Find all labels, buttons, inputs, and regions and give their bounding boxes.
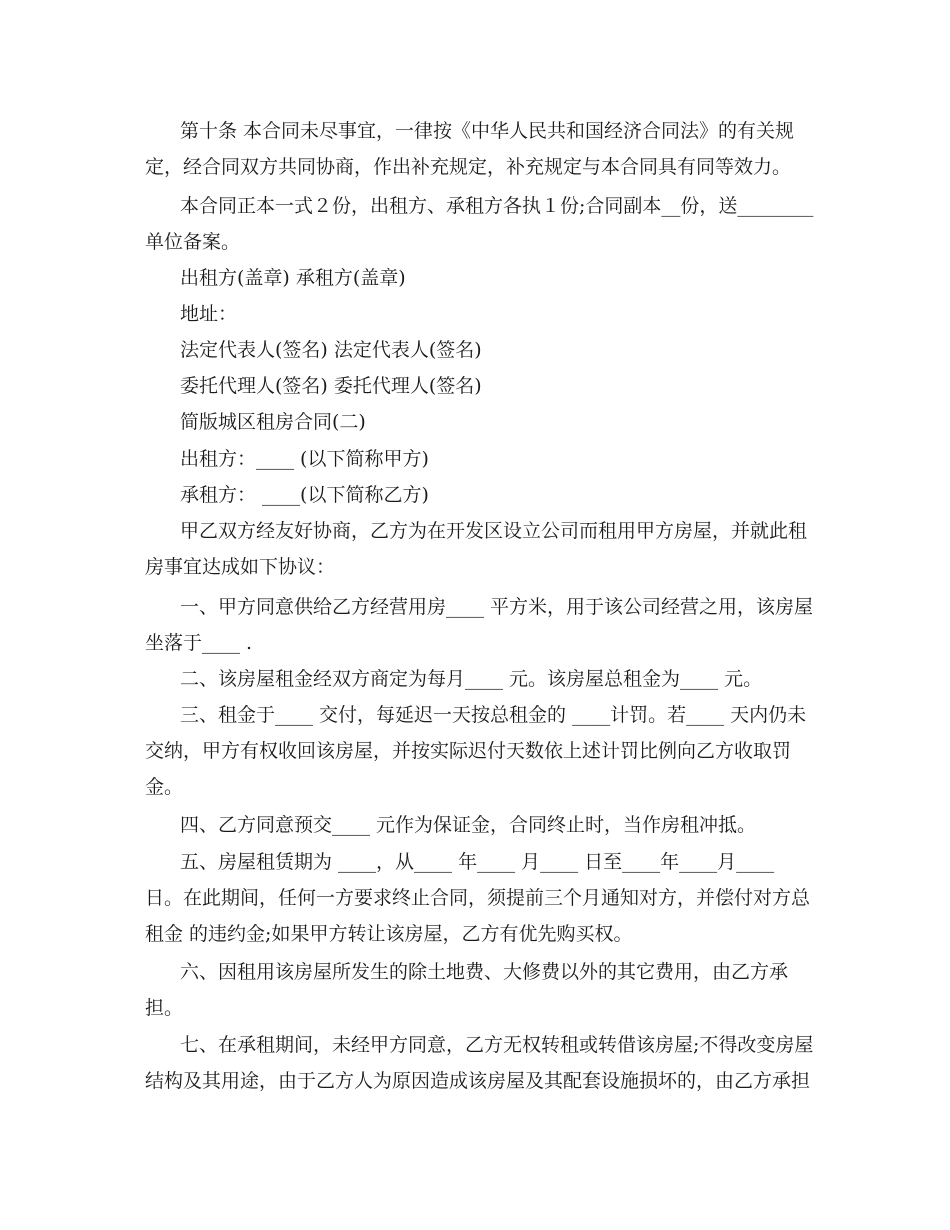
clause-4-line: 四、乙方同意预交____ 元作为保证金，合同终止时，当作房租冲抵。 [180,814,757,836]
lessee-line: 承租方： ____(以下简称乙方) [180,484,429,506]
clause-7-line-1: 七、在承租期间，未经甲方同意，乙方无权转租或转借该房屋;不得改变房屋 [180,1034,814,1056]
clause-6-line-1: 六、因租用该房屋所发生的除土地费、大修费以外的其它费用，由乙方承 [180,961,789,983]
clause-1-line-2: 坐落于____ . [145,632,253,654]
clause-6-line-2: 担。 [145,997,184,1019]
signature-seal-line: 出租方(盖章) 承租方(盖章) [180,267,406,289]
clause-3-line-2: 交纳，甲方有权收回该房屋，并按实际迟付天数依上述计罚比例向乙方收取罚 [145,740,792,762]
copies-line-1: 本合同正本一式２份，出租方、承租方各执１份;合同副本__份，送________ [180,195,814,217]
copies-line-2: 单位备案。 [145,231,241,253]
clause-1-line-1: 一、甲方同意供给乙方经营用房____ 平方米，用于该公司经营之用，该房屋 [180,596,814,618]
lessor-line: 出租方：____ (以下简称甲方) [180,448,429,470]
clause-7-line-2: 结构及其用途，由于乙方人为原因造成该房屋及其配套设施损坏的，由乙方承担 [145,1070,811,1092]
article-10-line-2: 定，经合同双方共同协商，作出补充规定，补充规定与本合同具有同等效力。 [145,156,792,178]
authorized-agent-line: 委托代理人(签名) 委托代理人(签名) [180,375,482,397]
clause-5-line-2: 日。在此期间，任何一方要求终止合同，须提前三个月通知对方，并偿付对方总 [145,887,811,909]
address-line: 地址： [180,303,238,325]
preamble-line-2: 房事宜达成如下协议： [145,556,336,578]
clause-2-line: 二、该房屋租金经双方商定为每月____ 元。该房屋总租金为____ 元。 [180,668,763,690]
legal-representative-line: 法定代表人(签名) 法定代表人(签名) [180,339,482,361]
article-10-line-1: 第十条 本合同未尽事宜，一律按《中华人民共和国经济合同法》的有关规 [180,120,795,142]
clause-5-line-3: 租金 的违约金;如果甲方转让该房屋，乙方有优先购买权。 [145,923,633,945]
clause-3-line-1: 三、租金于____ 交付，每延迟一天按总租金的 ____计罚。若____ 天内仍未 [180,704,807,726]
clause-3-line-3: 金。 [145,776,184,798]
clause-5-line-1: 五、房屋租赁期为 ____，从____ 年____ 月____ 日至____年____月____ [180,851,775,873]
preamble-line-1: 甲乙双方经友好协商，乙方为在开发区设立公司而租用甲方房屋，并就此租 [180,520,808,542]
contract-title: 简版城区租房合同(二) [180,411,366,433]
